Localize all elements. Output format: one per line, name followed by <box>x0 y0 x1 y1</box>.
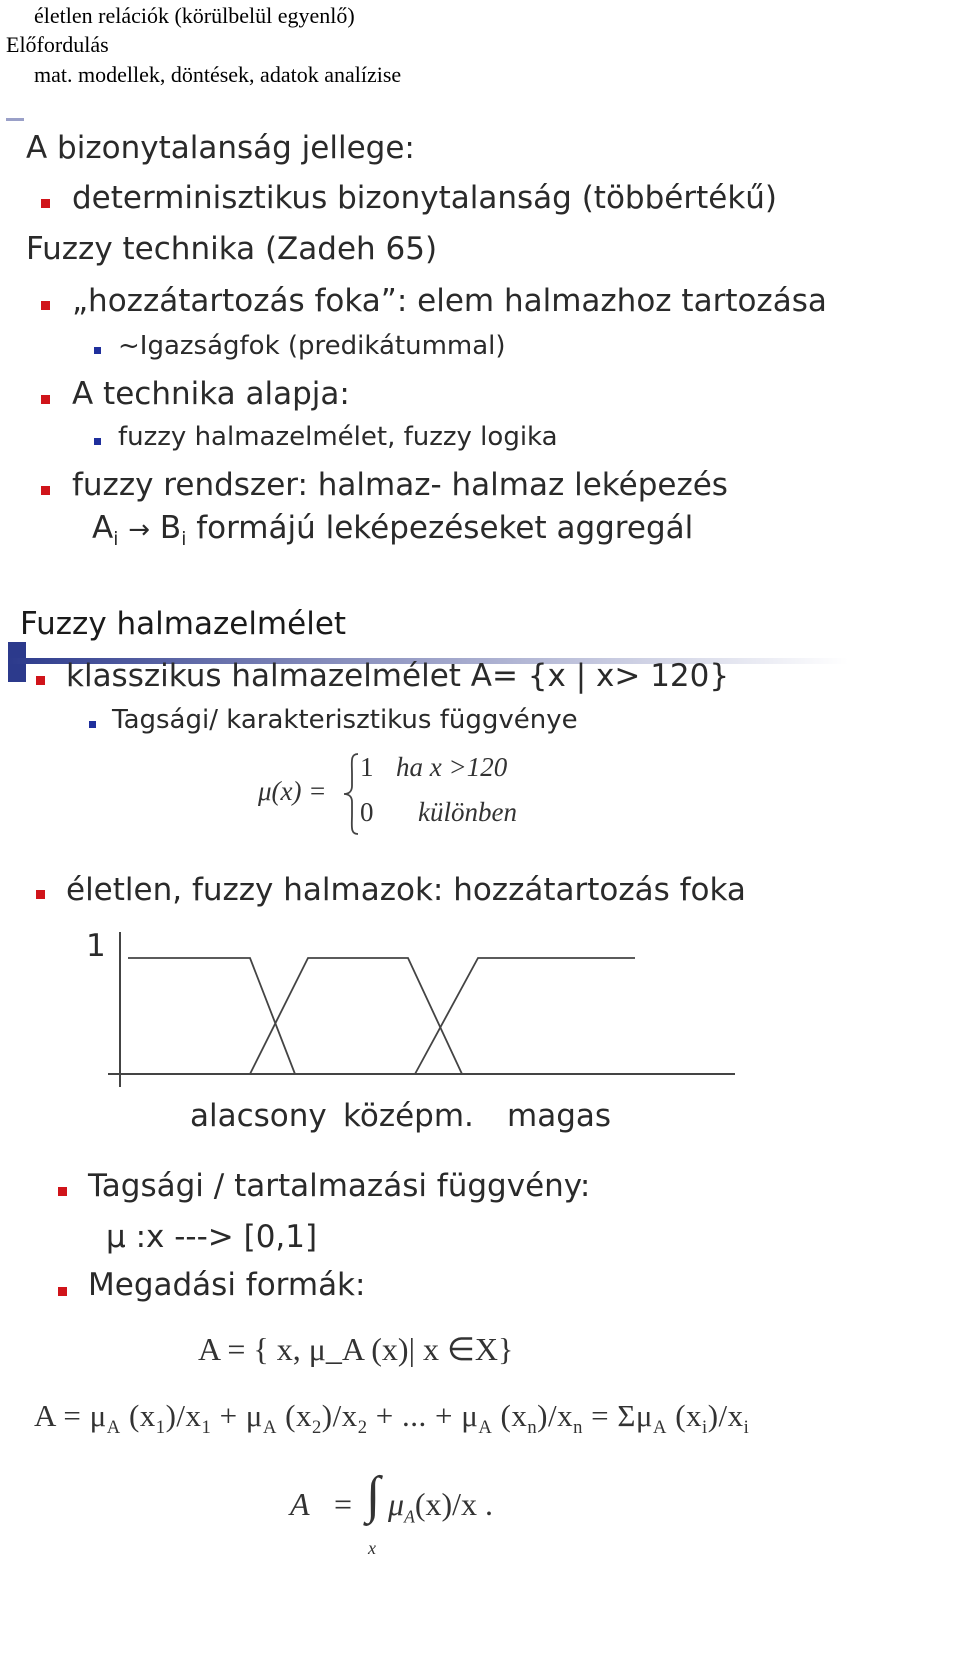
arrow-icon: → <box>128 515 151 545</box>
bullet-membership-function: Tagsági / tartalmazási függvény: <box>88 1168 591 1204</box>
case-1-value: 1 <box>360 752 374 782</box>
integral-domain: x <box>368 1538 376 1558</box>
sub-bullet-truth-degree: ~Igazságfok (predikátummal) <box>118 331 506 361</box>
header-line-3: mat. modellek, döntések, adatok analízise <box>34 62 402 87</box>
integral-equals: = <box>334 1486 353 1522</box>
diagram-y-label: 1 <box>86 928 106 964</box>
bullet-marker <box>41 301 50 310</box>
bullet-fuzzy-sets: életlen, fuzzy halmazok: hozzátartozás foka <box>66 872 746 908</box>
membership-diagram <box>100 930 750 1095</box>
low-membership-curve <box>128 958 295 1074</box>
case-2-condition: különben <box>418 797 517 827</box>
case-2-value: 0 <box>360 797 374 827</box>
case-1-condition: ha x >120 <box>396 752 508 782</box>
header-line-1: életlen relációk (körülbelül egyenlő) <box>34 3 355 28</box>
integral-lhs: A <box>290 1486 310 1522</box>
header-line-2: Előfordulás <box>6 32 109 57</box>
label-medium: középm. <box>343 1098 474 1134</box>
sub-bullet-characteristic-function: Tagsági/ karakterisztikus függvénye <box>112 705 578 735</box>
slide-1-title-accent <box>6 118 24 121</box>
bullet-classic-set-theory: klasszikus halmazelmélet A= {x | x> 120} <box>66 658 730 694</box>
set-b: B <box>159 510 182 546</box>
bullet-marker <box>36 676 45 685</box>
heading-fuzzy-technique: Fuzzy technika (Zadeh 65) <box>26 231 438 267</box>
form-set-notation: A = { x, μ_A (x)| x ∈X} <box>198 1331 514 1367</box>
formula-lhs: μ(x) = <box>258 776 327 806</box>
bullet-fuzzy-system: fuzzy rendszer: halmaz- halmaz leképezés <box>72 467 728 503</box>
bullet-specification-forms: Megadási formák: <box>88 1267 366 1303</box>
index-i: i <box>181 529 187 551</box>
high-membership-curve <box>415 958 635 1074</box>
sub-bullet-fuzzy-logic: fuzzy halmazelmélet, fuzzy logika <box>118 422 558 452</box>
bullet-deterministic: determinisztikus bizonytalanság (többértékű) <box>72 180 778 216</box>
mapping-line <box>92 510 693 550</box>
bullet-marker <box>58 1187 67 1196</box>
form-discrete-sum: $A = \mu_A$ $(x_1)/x_1 + \mu_A$ $(x_2)/x_2$ + ... + $\mu_A$ $(x_n)/x_n = \Sigma\mu_A$ $(x_i)/x_i$ <box>34 1398 750 1439</box>
label-high: magas <box>507 1098 612 1134</box>
sub-bullet-marker <box>94 438 101 445</box>
set-a: A <box>92 510 114 546</box>
bullet-marker <box>58 1287 67 1296</box>
bullet-marker <box>36 890 45 899</box>
integral-sign-icon: ∫ <box>366 1467 381 1524</box>
sub-bullet-marker <box>94 347 101 354</box>
slide-2-title: Fuzzy halmazelmélet <box>20 606 347 642</box>
label-low: alacsony <box>190 1098 327 1134</box>
index-i: i <box>113 529 119 551</box>
bullet-marker <box>41 199 50 208</box>
bullet-membership-degree: „hozzátartozás foka”: elem halmazhoz tartozása <box>72 283 827 319</box>
bullet-marker <box>41 486 50 495</box>
bullet-marker <box>41 395 50 404</box>
brace-icon <box>342 752 362 836</box>
sub-bullet-marker <box>89 721 96 728</box>
mapping-rest: formájú leképezéseket aggregál <box>186 510 694 546</box>
slide-1-title: A bizonytalanság jellege: <box>26 130 415 166</box>
bullet-technique-basis: A technika alapja: <box>72 376 350 412</box>
membership-mapping: μ :x ---> [0,1] <box>106 1219 318 1255</box>
medium-membership-curve <box>250 958 462 1074</box>
integral-body: $\mu_A(x)/x$ . <box>388 1486 494 1527</box>
